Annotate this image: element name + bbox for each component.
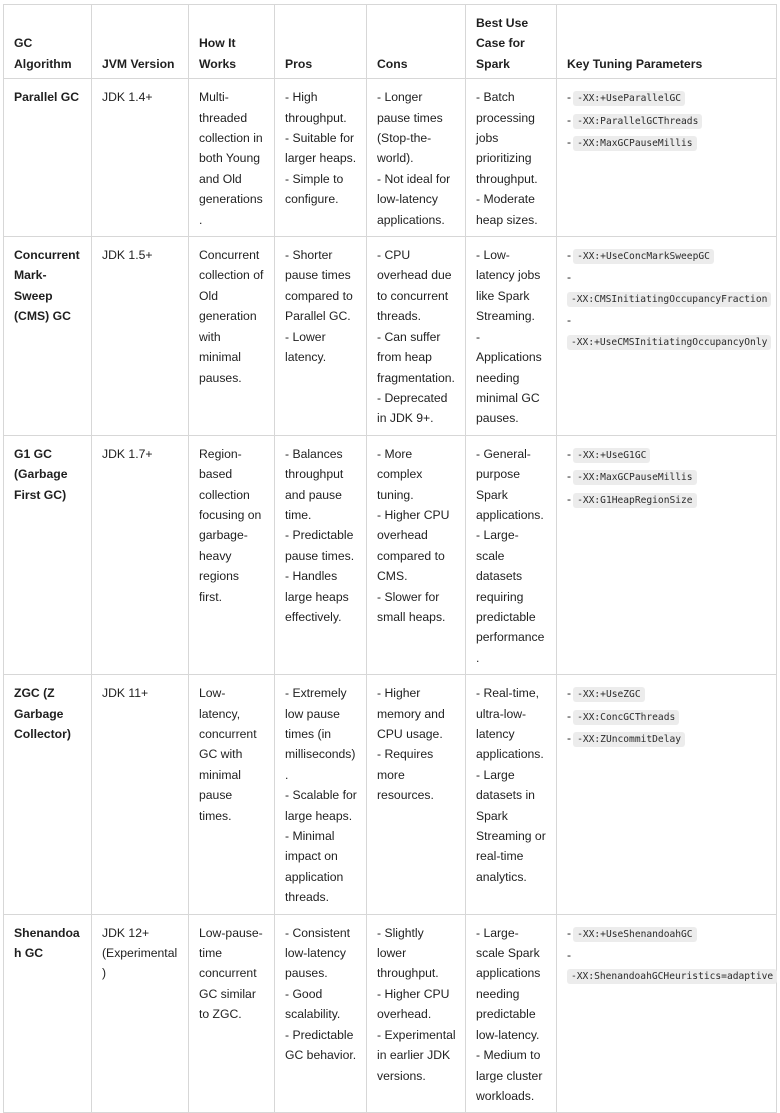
cons-cell <box>367 79 466 237</box>
jvm-version-cell: JDK 11+ <box>92 675 189 914</box>
tuning-parameter-code: -XX:ShenandoahGCHeuristics=adaptive <box>567 969 777 984</box>
list-bullet: - <box>567 90 572 105</box>
tuning-parameter-item <box>567 489 767 511</box>
tuning-parameter-item <box>567 466 767 488</box>
gc-algorithm-cell: Concurrent Mark-Sweep (CMS) GC <box>4 237 92 436</box>
list-bullet: - <box>567 248 572 263</box>
table-row <box>4 79 777 237</box>
pros-cell <box>275 435 367 674</box>
pros-item: - Predictable GC behavior. <box>285 1027 357 1063</box>
cons-item: - Deprecated in JDK 9+. <box>377 390 448 426</box>
jvm-version-cell: JDK 1.7+ <box>92 435 189 674</box>
header-row <box>4 5 777 79</box>
how-it-works-cell: Concurrent collection of Old generation with minimal pauses. <box>189 237 275 436</box>
pros-item: - Suitable for larger heaps. <box>285 131 357 166</box>
pros-item: - Balances throughput and pause time. <box>285 446 344 522</box>
tuning-parameter-item <box>567 683 767 705</box>
best-use-case-cell <box>466 237 557 436</box>
jvm-version-cell: JDK 1.5+ <box>92 237 189 436</box>
tuning-parameter-code: -XX:+UseCMSInitiatingOccupancyOnly <box>567 335 771 350</box>
best-item: - General-purpose Spark applications. <box>476 446 544 522</box>
tuning-parameter-item <box>567 444 767 466</box>
how-it-works-cell: Low-latency, concurrent GC with minimal pause times. <box>189 675 275 914</box>
table-body <box>4 79 777 1113</box>
header-key-tuning-parameters: Key Tuning Parameters <box>557 5 777 79</box>
best-item: - Large datasets in Spark Streaming or real-time analytics. <box>476 767 546 884</box>
gc-comparison-table <box>3 4 777 1113</box>
pros-item: - Minimal impact on application threads. <box>285 829 344 905</box>
how-it-works-cell: Region-based collection focusing on garbage-heavy regions first. <box>189 435 275 674</box>
cons-item: - Experimental in earlier JDK versions. <box>377 1027 456 1083</box>
list-bullet: - <box>567 135 572 150</box>
pros-item: - Consistent low-latency pauses. <box>285 925 351 981</box>
jvm-version-cell: JDK 12+ (Experimental) <box>92 914 189 1113</box>
best-item: - Medium to large cluster workloads. <box>476 1048 543 1103</box>
how-it-works-cell: Low-pause-time concurrent GC similar to ZGC. <box>189 914 275 1113</box>
table-row <box>4 237 777 436</box>
tuning-parameters-cell <box>557 79 777 237</box>
cons-item: - Requires more resources. <box>377 747 434 803</box>
tuning-parameter-item <box>567 110 767 132</box>
tuning-parameter-code: -XX:+UseConcMarkSweepGC <box>573 249 714 264</box>
list-bullet: - <box>567 270 572 285</box>
pros-item: - Shorter pause times compared to Parallel GC. <box>285 248 353 324</box>
best-item: - Low-latency jobs like Spark Streaming. <box>476 248 541 324</box>
tuning-parameter-code: -XX:MaxGCPauseMillis <box>573 470 697 485</box>
best-item: - Large-scale Spark applications needing predictable low-latency. <box>476 925 541 1042</box>
tuning-parameter-item <box>567 132 767 154</box>
best-use-case-cell <box>466 675 557 914</box>
tuning-parameter-code: -XX:G1HeapRegionSize <box>573 493 697 508</box>
cons-item: - Not ideal for low-latency applications. <box>377 171 451 227</box>
pros-item: - Scalable for large heaps. <box>285 788 357 823</box>
tuning-parameter-code: -XX:+UseParallelGC <box>573 91 685 106</box>
tuning-parameter-code: -XX:+UseG1GC <box>573 448 650 463</box>
tuning-parameter-code: -XX:+UseZGC <box>573 687 645 702</box>
cons-item: - Can suffer from heap fragmentation. <box>377 329 455 385</box>
gc-algorithm-cell: G1 GC (Garbage First GC) <box>4 435 92 674</box>
cons-item: - Longer pause times (Stop-the-world). <box>377 90 443 166</box>
tuning-parameters-cell <box>557 435 777 674</box>
tuning-parameter-code: -XX:CMSInitiatingOccupancyFraction <box>567 292 771 307</box>
pros-item: - Handles large heaps effectively. <box>285 569 349 624</box>
tuning-parameter-item <box>567 267 767 310</box>
header-gc-algorithm: GC Algorithm <box>4 5 92 79</box>
best-item: - Real-time, ultra-low-latency applications. <box>476 686 544 762</box>
header-how-it-works: How It Works <box>189 5 275 79</box>
list-bullet: - <box>567 469 572 484</box>
pros-item: - Extremely low pause times (in milliseconds). <box>285 686 356 782</box>
pros-cell <box>275 79 367 237</box>
list-bullet: - <box>567 731 572 745</box>
list-bullet: - <box>567 313 572 328</box>
pros-cell <box>275 237 367 436</box>
table-row <box>4 914 777 1113</box>
how-it-works-cell: Multi-threaded collection in both Young and Old generations. <box>189 79 275 237</box>
list-bullet: - <box>567 925 572 940</box>
tuning-parameter-item <box>567 245 767 267</box>
tuning-parameter-item <box>567 945 774 988</box>
cons-item: - Higher CPU overhead compared to CMS. <box>377 507 450 584</box>
tuning-parameter-code: -XX:MaxGCPauseMillis <box>573 136 697 151</box>
pros-item: - Good scalability. <box>285 986 341 1022</box>
list-bullet: - <box>567 491 572 506</box>
table-row <box>4 435 777 674</box>
cons-cell <box>367 914 466 1113</box>
best-use-case-cell <box>466 435 557 674</box>
header-best-use-case: Best Use Case for Spark <box>466 5 557 79</box>
pros-cell <box>275 914 367 1113</box>
cons-item: - Higher memory and CPU usage. <box>377 686 445 741</box>
tuning-parameter-item <box>567 706 767 728</box>
gc-algorithm-cell: ZGC (Z Garbage Collector) <box>4 675 92 914</box>
list-bullet: - <box>567 112 572 127</box>
tuning-parameter-item <box>567 87 767 109</box>
list-bullet: - <box>567 708 572 723</box>
list-bullet: - <box>567 948 572 963</box>
tuning-parameter-code: -XX:ParallelGCThreads <box>573 114 702 129</box>
pros-item: - Predictable pause times. <box>285 528 355 563</box>
gc-algorithm-cell: Parallel GC <box>4 79 92 237</box>
tuning-parameters-cell <box>557 914 777 1113</box>
cons-item: - More complex tuning. <box>377 446 423 502</box>
tuning-parameter-code: -XX:ZUncommitDelay <box>573 732 685 747</box>
cons-item: - Slower for small heaps. <box>377 589 446 624</box>
cons-item: - Higher CPU overhead. <box>377 986 450 1022</box>
tuning-parameters-cell <box>557 237 777 436</box>
tuning-parameter-item <box>567 310 767 353</box>
best-use-case-cell <box>466 914 557 1113</box>
jvm-version-cell: JDK 1.4+ <box>92 79 189 237</box>
pros-item: - Simple to configure. <box>285 171 344 207</box>
cons-cell <box>367 675 466 914</box>
tuning-parameter-code: -XX:+UseShenandoahGC <box>573 927 697 942</box>
cons-item: - Slightly lower throughput. <box>377 925 439 981</box>
cons-cell <box>367 435 466 674</box>
list-bullet: - <box>567 446 572 461</box>
best-use-case-cell <box>466 79 557 237</box>
cons-cell <box>367 237 466 436</box>
header-jvm-version: JVM Version <box>92 5 189 79</box>
pros-item: - Lower latency. <box>285 329 327 365</box>
pros-cell <box>275 675 367 914</box>
table-row <box>4 675 777 914</box>
best-item: - Batch processing jobs prioritizing throughput. <box>476 90 538 186</box>
cons-item: - CPU overhead due to concurrent threads. <box>377 248 452 324</box>
list-bullet: - <box>567 686 572 701</box>
tuning-parameter-item <box>567 923 767 945</box>
pros-item: - High throughput. <box>285 90 347 125</box>
tuning-parameter-code: -XX:ConcGCThreads <box>573 710 679 725</box>
tuning-parameters-cell <box>557 675 777 914</box>
tuning-parameter-item <box>567 728 767 750</box>
header-cons: Cons <box>367 5 466 79</box>
best-item: - Large-scale datasets requiring predictable performance. <box>476 528 545 665</box>
best-item: - Moderate heap sizes. <box>476 192 538 227</box>
best-item: - Applications needing minimal GC pauses. <box>476 329 542 426</box>
header-pros: Pros <box>275 5 367 79</box>
gc-algorithm-cell: Shenandoah GC <box>4 914 92 1113</box>
